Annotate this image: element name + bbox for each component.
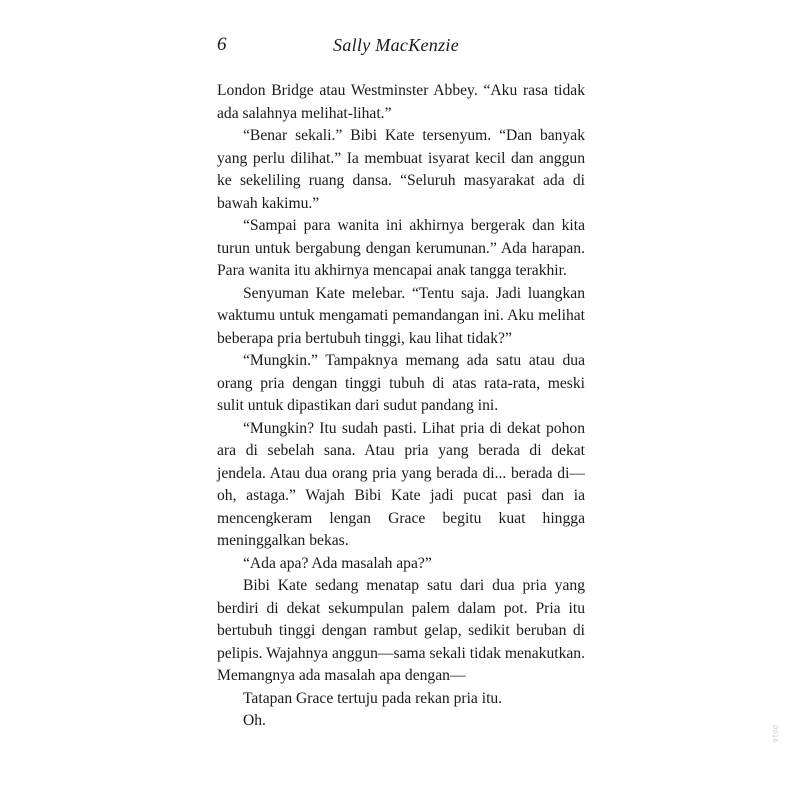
side-mark: 0016 [771, 725, 779, 743]
paragraph: Tatapan Grace tertuju pada rekan pria itu. [243, 689, 503, 707]
page-number: 6 [217, 34, 227, 55]
paragraph: “Sampai para wanita ini akhirnya bergerak dan kita turun untuk bergabung dengan kerumunan.” Ada harapan. Para wanita itu akhirnya mencapai anak tangga terakhir. [217, 217, 585, 279]
paragraph: “Ada apa? Ada masalah apa?” [243, 554, 432, 572]
paragraph: Bibi Kate sedang menatap satu dari dua pria yang berdiri di dekat sekumpulan palem dalam pot. Pria itu bertubuh tinggi dengan rambut gelap, sedikit beruban di pelipis. Wajahnya anggun—sama sekali tidak menakutkan. Memangnya ada masalah apa dengan— [217, 577, 585, 684]
paragraph: “Mungkin? Itu sudah pasti. Lihat pria di dekat pohon ara di sebelah sana. Atau pria yang berada di dekat jendela. Atau dua orang pria yang berada di... berada di—oh, astaga.” Wajah Bibi Kate jadi pucat pasi dan ia mencengkeram lengan Grace begitu kuat hingga meninggalkan bekas. [217, 419, 585, 549]
paragraph: “Benar sekali.” Bibi Kate tersenyum. “Dan banyak yang perlu dilihat.” Ia membuat isyarat kecil dan anggun ke sekeliling ruang dansa. “Seluruh masyarakat ada di bawah kakimu.” [217, 127, 585, 212]
paragraph: Senyuman Kate melebar. “Tentu saja. Jadi luangkan waktumu untuk mengamati pemandangan ini. Aku melihat beberapa pria bertubuh tinggi, kau lihat tidak?” [217, 284, 585, 347]
running-head: Sally MacKenzie [333, 35, 459, 55]
paragraph: Oh. [243, 712, 266, 729]
paragraph: London Bridge atau Westminster Abbey. “Aku rasa tidak ada salahnya melihat-lihat.” [217, 82, 585, 122]
paragraph: “Mungkin.” Tampaknya memang ada satu atau dua orang pria dengan tinggi tubuh di atas rata-rata, meski sulit untuk dipastikan dari sudut pandang ini. [217, 352, 585, 414]
body-text [217, 80, 585, 733]
